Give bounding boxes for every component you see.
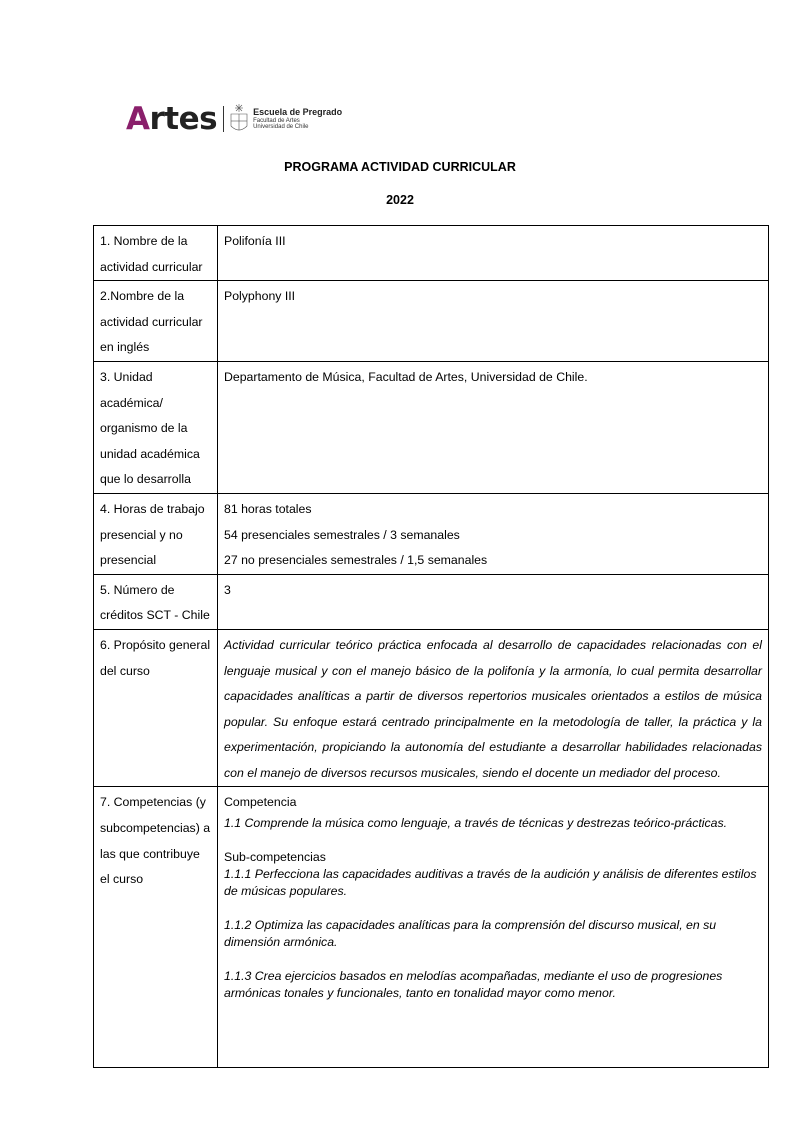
logo-text-block xyxy=(253,108,342,130)
total-hours: 81 horas totales xyxy=(224,501,312,516)
row-label: 6. Propósito general del curso xyxy=(94,629,218,787)
subcompetencias-heading: Sub-competencias xyxy=(224,850,326,865)
row-value: Polifonía III xyxy=(218,226,769,281)
program-table xyxy=(93,225,769,1068)
row-label: 3. Unidad académica/ organismo de la unidad académica que lo desarrolla xyxy=(94,361,218,493)
logo-divider xyxy=(223,106,224,132)
table-row xyxy=(94,629,769,787)
row-value xyxy=(218,493,769,574)
artes-logo xyxy=(126,99,342,139)
logo-faculty: Facultad de Artes xyxy=(253,118,300,124)
document-year: 2022 xyxy=(386,193,414,207)
table-row xyxy=(94,493,769,574)
logo-university: Universidad de Chile xyxy=(253,124,309,130)
subcompetencia-3: 1.1.3 Crea ejercicios basados en melodías acompañadas, mediante el uso de progresiones armónicas tonales y funcionales, tanto en tonalidad mayor como menor. xyxy=(224,969,723,1001)
row-label: 4. Horas de trabajo presencial y no presencial xyxy=(94,493,218,574)
row-value: Departamento de Música, Facultad de Artes, Universidad de Chile. xyxy=(218,361,769,493)
row-value xyxy=(218,787,769,1068)
presential-hours: 54 presenciales semestrales / 3 semanales xyxy=(224,527,460,542)
row-label: 7. Competencias (y subcompetencias) a las que contribuye el curso xyxy=(94,787,218,1068)
table-row xyxy=(94,574,769,629)
row-label: 5. Número de créditos SCT - Chile xyxy=(94,574,218,629)
row-value: Polyphony III xyxy=(218,281,769,362)
competencia-text: 1.1 Comprende la música como lenguaje, a través de técnicas y destrezas teórico-prácticas. xyxy=(224,816,728,831)
table-row xyxy=(94,361,769,493)
table-row xyxy=(94,787,769,1068)
table-row xyxy=(94,281,769,362)
subcompetencia-2: 1.1.2 Optimiza las capacidades analíticas para la comprensión del discurso musical, en su dimensión armónica. xyxy=(224,918,717,950)
logo-wordmark: Artes xyxy=(126,100,218,137)
subcompetencia-1: 1.1.1 Perfecciona las capacidades auditivas a través de la audición y análisis de diferentes estilos de músicas populares. xyxy=(224,867,757,899)
competencia-heading: Competencia xyxy=(224,795,297,810)
document-title: PROGRAMA ACTIVIDAD CURRICULAR xyxy=(284,160,516,174)
row-label: 2.Nombre de la actividad curricular en inglés xyxy=(94,281,218,362)
row-value: 3 xyxy=(218,574,769,629)
logo-school-name: Escuela de Pregrado xyxy=(253,107,343,117)
row-label: 1. Nombre de la actividad curricular xyxy=(94,226,218,281)
course-purpose: Actividad curricular teórico práctica enfocada al desarrollo de capacidades relacionadas con el lenguaje musical y con el manejo básico de la polifonía y la armonía, lo cual permita desarrollar capacidades analíticas a partir de diversos repertorios musicales orientados a estilos de música popular. Su enfoque estará centrado principalmente en la metodología de taller, la práctica y la experimentación, propiciando la autonomía del estudiante a desarrollar habilidades relacionadas con el manejo de diversos recursos musicales, siendo el docente un mediador del proceso. xyxy=(218,629,769,787)
table-row xyxy=(94,226,769,281)
university-seal-icon xyxy=(229,104,249,134)
non-presential-hours: 27 no presenciales semestrales / 1,5 semanales xyxy=(224,553,488,568)
